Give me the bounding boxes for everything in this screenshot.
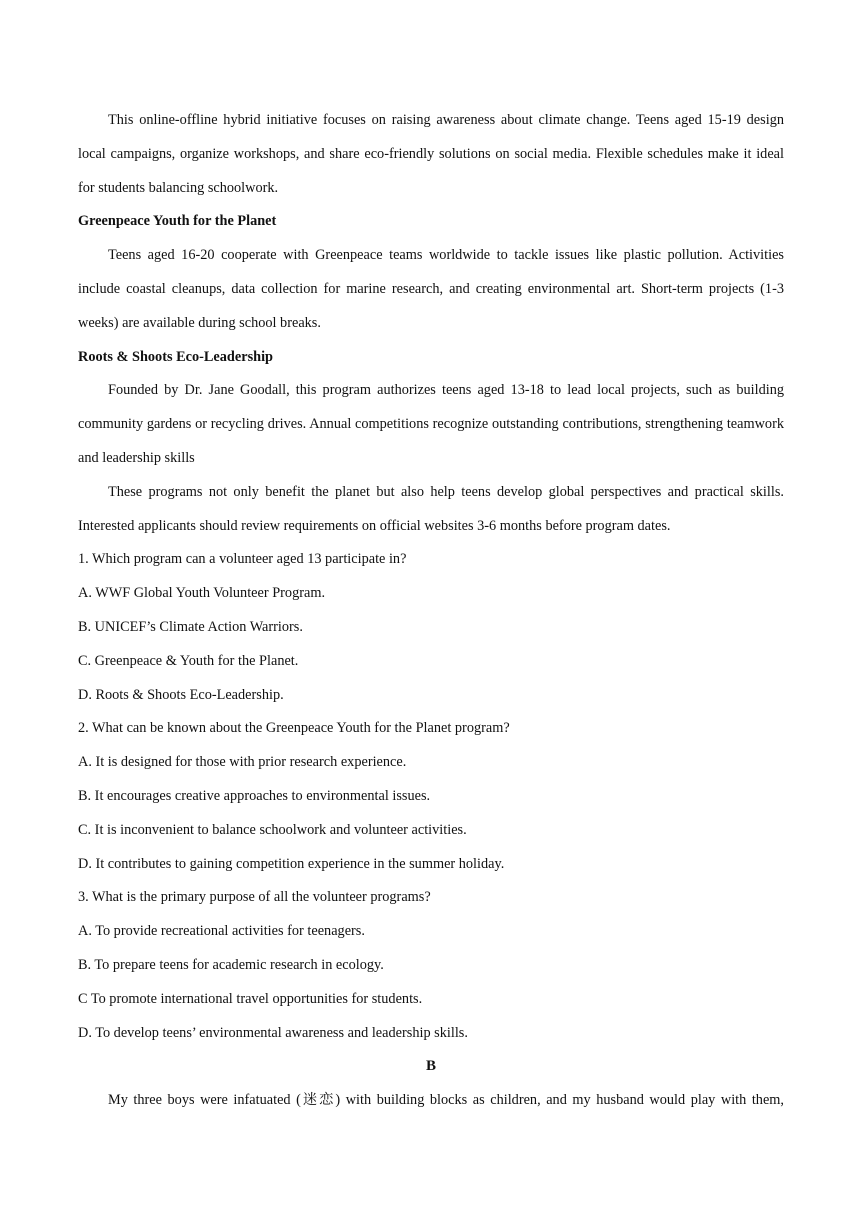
answer-option: C. Greenpeace & Youth for the Planet.	[78, 652, 299, 669]
section-b-label: B	[425, 1058, 436, 1075]
program-body-roots-shoots: Founded by Dr. Jane Goodall, this program authorizes teens aged 13-18 to lead local projects, such as building community gardens or recycling drives. Annual competitions recognize outstanding contributions, strengthening teamwork and leadership skills	[78, 382, 784, 466]
answer-option: B. It encourages creative approaches to environmental issues.	[78, 787, 431, 804]
answer-option: C To promote international travel opportunities for students.	[78, 990, 423, 1007]
program-heading-greenpeace: Greenpeace Youth for the Planet	[78, 213, 277, 230]
question-stem: 2. What can be known about the Greenpeace Youth for the Planet program?	[78, 720, 510, 737]
answer-option: D. Roots & Shoots Eco-Leadership.	[78, 686, 284, 703]
question-stem: 3. What is the primary purpose of all the volunteer programs?	[78, 889, 431, 906]
answer-option: A. It is designed for those with prior research experience.	[78, 754, 407, 771]
program-heading-roots-shoots: Roots & Shoots Eco-Leadership	[78, 348, 274, 365]
closing-paragraph: These programs not only benefit the planet but also help teens develop global perspectives and practical skills. Interested applicants should review requirements on official websites 3-6 months before program dates.	[78, 483, 784, 534]
answer-option: D. To develop teens’ environmental awareness and leadership skills.	[78, 1024, 468, 1041]
intro-paragraph: This online-offline hybrid initiative focuses on raising awareness about climate change. Teens aged 15-19 design local campaigns, organize workshops, and share eco-friendly solutions on social media. Flexible schedules make it ideal for students balancing schoolwork.	[78, 112, 784, 196]
answer-option: B. To prepare teens for academic research in ecology.	[78, 956, 384, 973]
answer-option: C. It is inconvenient to balance schoolwork and volunteer activities.	[78, 821, 467, 838]
program-body-greenpeace: Teens aged 16-20 cooperate with Greenpeace teams worldwide to tackle issues like plastic pollution. Activities include coastal cleanups, data collection for marine research, and creating environmental art. Short-term projects (1-3 weeks) are available during school breaks.	[78, 247, 784, 331]
question-stem: 1. Which program can a volunteer aged 13 participate in?	[78, 551, 407, 568]
answer-option: A. WWF Global Youth Volunteer Program.	[78, 585, 326, 602]
question-3	[78, 881, 784, 1050]
document-page	[78, 104, 784, 1118]
section-b-paragraph: My three boys were infatuated (迷恋) with building blocks as children, and my husband would play with them,	[108, 1092, 784, 1109]
answer-option: D. It contributes to gaining competition experience in the summer holiday.	[78, 855, 505, 872]
question-2	[78, 712, 784, 881]
answer-option: A. To provide recreational activities for teenagers.	[78, 923, 365, 940]
question-1	[78, 543, 784, 712]
answer-option: B. UNICEF’s Climate Action Warriors.	[78, 618, 303, 635]
